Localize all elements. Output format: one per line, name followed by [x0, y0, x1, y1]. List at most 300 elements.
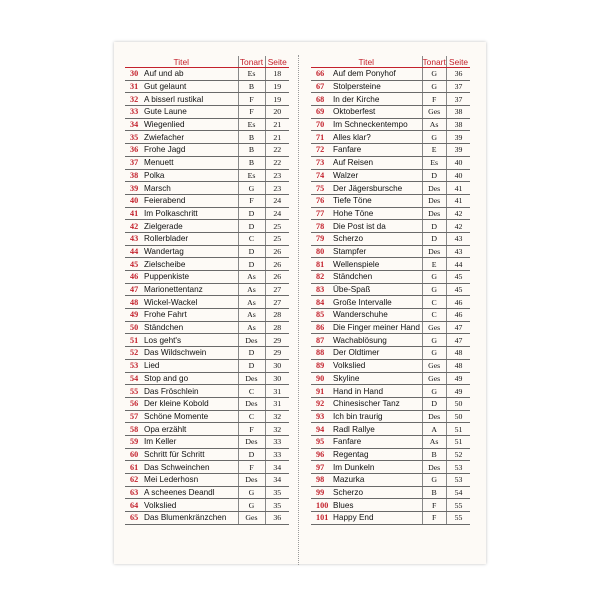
piece-number: 77 — [311, 207, 331, 220]
table-row — [311, 80, 470, 93]
piece-title: Wickel-Wackel — [142, 296, 238, 309]
table-row — [125, 410, 289, 423]
piece-number: 75 — [311, 182, 331, 195]
piece-page: 40 — [446, 169, 470, 182]
piece-title: Frohe Jagd — [142, 144, 238, 157]
table-row — [311, 220, 470, 233]
piece-title: Hand in Hand — [331, 385, 422, 398]
piece-key: As — [422, 435, 446, 448]
table-row — [311, 410, 470, 423]
piece-number: 95 — [311, 435, 331, 448]
table-row — [311, 68, 470, 81]
piece-title: Wachablösung — [331, 334, 422, 347]
piece-title: Volkslied — [142, 499, 238, 512]
table-row — [311, 334, 470, 347]
piece-page: 38 — [446, 118, 470, 131]
piece-key: F — [238, 93, 265, 106]
piece-number: 81 — [311, 258, 331, 271]
piece-title: Tiefe Töne — [331, 194, 422, 207]
piece-number: 64 — [125, 499, 142, 512]
piece-title: Frohe Fahrt — [142, 309, 238, 322]
table-row — [311, 448, 470, 461]
header-title: Titel — [311, 56, 422, 68]
table-row — [125, 309, 289, 322]
piece-key: C — [238, 410, 265, 423]
piece-title: Blues — [331, 499, 422, 512]
piece-key: F — [238, 106, 265, 119]
piece-title: Volkslied — [331, 359, 422, 372]
header-page: Seite — [265, 56, 289, 68]
piece-number: 78 — [311, 220, 331, 233]
piece-title: Der Jägersbursche — [331, 182, 422, 195]
piece-page: 32 — [265, 410, 289, 423]
piece-key: Des — [422, 194, 446, 207]
table-row — [125, 80, 289, 93]
table-row — [125, 512, 289, 525]
piece-title: Im Keller — [142, 435, 238, 448]
piece-key: D — [422, 397, 446, 410]
piece-key: Ges — [422, 106, 446, 119]
piece-title: Oktoberfest — [331, 106, 422, 119]
table-row — [125, 131, 289, 144]
piece-key: Ges — [422, 359, 446, 372]
table-row — [125, 156, 289, 169]
piece-title: In der Kirche — [331, 93, 422, 106]
piece-number: 49 — [125, 309, 142, 322]
piece-page: 37 — [446, 80, 470, 93]
piece-page: 50 — [446, 397, 470, 410]
piece-title: Opa erzählt — [142, 423, 238, 436]
piece-number: 91 — [311, 385, 331, 398]
piece-page: 27 — [265, 296, 289, 309]
piece-number: 48 — [125, 296, 142, 309]
piece-number: 51 — [125, 334, 142, 347]
piece-key: Des — [238, 397, 265, 410]
piece-page: 20 — [265, 106, 289, 119]
piece-number: 80 — [311, 245, 331, 258]
piece-title: Lied — [142, 359, 238, 372]
table-row — [311, 423, 470, 436]
piece-number: 97 — [311, 461, 331, 474]
piece-key: Es — [238, 118, 265, 131]
piece-title: Wandertag — [142, 245, 238, 258]
piece-key: F — [238, 423, 265, 436]
piece-page: 19 — [265, 80, 289, 93]
piece-key: G — [422, 385, 446, 398]
piece-key: Des — [238, 435, 265, 448]
piece-title: Schritt für Schritt — [142, 448, 238, 461]
piece-key: As — [238, 296, 265, 309]
piece-page: 25 — [265, 220, 289, 233]
piece-key: C — [422, 296, 446, 309]
piece-page: 42 — [446, 220, 470, 233]
piece-number: 34 — [125, 118, 142, 131]
piece-title: Die Post ist da — [331, 220, 422, 233]
piece-number: 70 — [311, 118, 331, 131]
piece-key: F — [422, 512, 446, 525]
table-row — [311, 245, 470, 258]
piece-title: Auf dem Ponyhof — [331, 68, 422, 81]
piece-number: 52 — [125, 347, 142, 360]
piece-number: 65 — [125, 512, 142, 525]
piece-number: 57 — [125, 410, 142, 423]
piece-page: 41 — [446, 182, 470, 195]
piece-number: 87 — [311, 334, 331, 347]
piece-page: 46 — [446, 309, 470, 322]
piece-key: Ges — [422, 321, 446, 334]
table-row — [311, 512, 470, 525]
piece-key: E — [422, 144, 446, 157]
piece-title: Stop and go — [142, 372, 238, 385]
piece-key: G — [422, 80, 446, 93]
right-rows — [311, 68, 470, 525]
piece-key: C — [238, 385, 265, 398]
piece-page: 35 — [265, 499, 289, 512]
table-row — [311, 182, 470, 195]
piece-title: Auf Reisen — [331, 156, 422, 169]
piece-page: 34 — [265, 474, 289, 487]
piece-number: 74 — [311, 169, 331, 182]
piece-number: 68 — [311, 93, 331, 106]
piece-title: Walzer — [331, 169, 422, 182]
piece-page: 49 — [446, 372, 470, 385]
table-row — [125, 118, 289, 131]
piece-title: Puppenkiste — [142, 271, 238, 284]
piece-page: 33 — [265, 448, 289, 461]
piece-number: 55 — [125, 385, 142, 398]
piece-page: 55 — [446, 512, 470, 525]
table-row — [311, 131, 470, 144]
table-row — [125, 220, 289, 233]
piece-number: 40 — [125, 194, 142, 207]
piece-page: 30 — [265, 372, 289, 385]
piece-title: Radl Rallye — [331, 423, 422, 436]
piece-title: Wanderschuhe — [331, 309, 422, 322]
table-row — [125, 232, 289, 245]
table-row — [125, 359, 289, 372]
piece-title: Zielscheibe — [142, 258, 238, 271]
piece-page: 54 — [446, 486, 470, 499]
piece-page: 24 — [265, 207, 289, 220]
piece-page: 37 — [446, 93, 470, 106]
piece-key: D — [238, 220, 265, 233]
piece-number: 45 — [125, 258, 142, 271]
piece-title: Gut gelaunt — [142, 80, 238, 93]
piece-title: Mei Lederhosn — [142, 474, 238, 487]
piece-number: 99 — [311, 486, 331, 499]
piece-number: 84 — [311, 296, 331, 309]
piece-title: Stampfer — [331, 245, 422, 258]
piece-number: 66 — [311, 68, 331, 81]
piece-number: 100 — [311, 499, 331, 512]
piece-page: 53 — [446, 474, 470, 487]
piece-number: 37 — [125, 156, 142, 169]
piece-page: 29 — [265, 347, 289, 360]
piece-page: 48 — [446, 347, 470, 360]
piece-key: G — [422, 334, 446, 347]
piece-number: 56 — [125, 397, 142, 410]
piece-number: 42 — [125, 220, 142, 233]
piece-page: 52 — [446, 448, 470, 461]
contents-table-right — [311, 56, 470, 525]
table-row — [311, 435, 470, 448]
piece-page: 44 — [446, 258, 470, 271]
piece-page: 26 — [265, 245, 289, 258]
piece-title: Los geht's — [142, 334, 238, 347]
piece-key: Des — [422, 461, 446, 474]
piece-page: 25 — [265, 232, 289, 245]
piece-number: 90 — [311, 372, 331, 385]
piece-title: Marionettentanz — [142, 283, 238, 296]
piece-key: F — [422, 93, 446, 106]
piece-page: 27 — [265, 283, 289, 296]
piece-title: Mazurka — [331, 474, 422, 487]
table-row — [311, 156, 470, 169]
piece-number: 59 — [125, 435, 142, 448]
piece-page: 31 — [265, 397, 289, 410]
piece-number: 36 — [125, 144, 142, 157]
piece-number: 33 — [125, 106, 142, 119]
table-row — [311, 359, 470, 372]
piece-key: Ges — [238, 512, 265, 525]
piece-key: G — [422, 474, 446, 487]
piece-title: Auf und ab — [142, 68, 238, 81]
table-row — [125, 271, 289, 284]
table-row — [311, 347, 470, 360]
piece-title: Scherzo — [331, 232, 422, 245]
piece-page: 28 — [265, 309, 289, 322]
piece-title: Happy End — [331, 512, 422, 525]
piece-title: Fanfare — [331, 435, 422, 448]
table-row — [125, 207, 289, 220]
table-row — [311, 499, 470, 512]
piece-page: 43 — [446, 245, 470, 258]
piece-title: A scheenes Deandl — [142, 486, 238, 499]
piece-key: D — [238, 245, 265, 258]
piece-page: 36 — [265, 512, 289, 525]
header-title: Titel — [125, 56, 238, 68]
table-row — [125, 334, 289, 347]
table-row — [311, 283, 470, 296]
piece-key: G — [238, 486, 265, 499]
table-row — [125, 245, 289, 258]
piece-title: Polka — [142, 169, 238, 182]
piece-number: 96 — [311, 448, 331, 461]
table-row — [125, 68, 289, 81]
piece-number: 60 — [125, 448, 142, 461]
piece-key: G — [422, 271, 446, 284]
piece-title: Im Schneckentempo — [331, 118, 422, 131]
piece-page: 45 — [446, 271, 470, 284]
table-row — [125, 144, 289, 157]
piece-page: 21 — [265, 131, 289, 144]
table-row — [311, 321, 470, 334]
piece-title: Wiegenlied — [142, 118, 238, 131]
piece-title: Rollerblader — [142, 232, 238, 245]
piece-page: 40 — [446, 156, 470, 169]
table-row — [311, 372, 470, 385]
piece-page: 26 — [265, 258, 289, 271]
piece-key: B — [238, 80, 265, 93]
piece-key: C — [422, 309, 446, 322]
piece-page: 39 — [446, 131, 470, 144]
piece-key: Es — [422, 156, 446, 169]
table-row — [311, 258, 470, 271]
table-row — [311, 118, 470, 131]
table-row — [125, 435, 289, 448]
table-row — [311, 93, 470, 106]
piece-key: D — [238, 359, 265, 372]
piece-title: Ich bin traurig — [331, 410, 422, 423]
table-row — [125, 182, 289, 195]
piece-number: 69 — [311, 106, 331, 119]
piece-title: Im Polkaschritt — [142, 207, 238, 220]
piece-page: 41 — [446, 194, 470, 207]
piece-number: 86 — [311, 321, 331, 334]
column-divider — [298, 55, 299, 565]
piece-number: 76 — [311, 194, 331, 207]
piece-key: B — [238, 131, 265, 144]
piece-key: Des — [422, 410, 446, 423]
table-row — [125, 486, 289, 499]
table-row — [311, 106, 470, 119]
piece-title: Scherzo — [331, 486, 422, 499]
piece-title: Alles klar? — [331, 131, 422, 144]
piece-title: A bisserl rustikal — [142, 93, 238, 106]
table-row — [311, 309, 470, 322]
piece-key: G — [422, 347, 446, 360]
piece-key: A — [422, 423, 446, 436]
piece-title: Das Blumenkränzchen — [142, 512, 238, 525]
piece-number: 61 — [125, 461, 142, 474]
piece-title: Regentag — [331, 448, 422, 461]
piece-key: D — [238, 347, 265, 360]
table-row — [125, 296, 289, 309]
piece-number: 38 — [125, 169, 142, 182]
piece-number: 32 — [125, 93, 142, 106]
table-row — [311, 397, 470, 410]
piece-page: 47 — [446, 334, 470, 347]
table-row — [311, 194, 470, 207]
piece-key: G — [238, 499, 265, 512]
piece-number: 72 — [311, 144, 331, 157]
piece-key: As — [422, 118, 446, 131]
table-row — [311, 232, 470, 245]
table-row — [311, 296, 470, 309]
piece-key: B — [422, 486, 446, 499]
piece-page: 42 — [446, 207, 470, 220]
piece-title: Fanfare — [331, 144, 422, 157]
piece-number: 71 — [311, 131, 331, 144]
piece-page: 49 — [446, 385, 470, 398]
piece-title: Gute Laune — [142, 106, 238, 119]
contents-table-left — [125, 56, 289, 525]
piece-page: 55 — [446, 499, 470, 512]
piece-page: 45 — [446, 283, 470, 296]
table-row — [125, 448, 289, 461]
piece-key: G — [422, 283, 446, 296]
table-row — [125, 258, 289, 271]
piece-page: 24 — [265, 194, 289, 207]
piece-key: Es — [238, 68, 265, 81]
piece-key: F — [238, 194, 265, 207]
piece-title: Zielgerade — [142, 220, 238, 233]
piece-title: Marsch — [142, 182, 238, 195]
piece-key: Es — [238, 169, 265, 182]
piece-number: 54 — [125, 372, 142, 385]
piece-page: 43 — [446, 232, 470, 245]
piece-number: 79 — [311, 232, 331, 245]
piece-title: Feierabend — [142, 194, 238, 207]
piece-number: 63 — [125, 486, 142, 499]
piece-title: Das Fröschlein — [142, 385, 238, 398]
piece-page: 51 — [446, 423, 470, 436]
piece-number: 62 — [125, 474, 142, 487]
piece-number: 83 — [311, 283, 331, 296]
piece-title: Große Intervalle — [331, 296, 422, 309]
piece-number: 31 — [125, 80, 142, 93]
table-row — [125, 474, 289, 487]
piece-number: 47 — [125, 283, 142, 296]
piece-key: D — [238, 258, 265, 271]
piece-number: 93 — [311, 410, 331, 423]
table-row — [125, 283, 289, 296]
piece-title: Im Dunkeln — [331, 461, 422, 474]
piece-page: 51 — [446, 435, 470, 448]
table-row — [311, 271, 470, 284]
piece-number: 39 — [125, 182, 142, 195]
piece-page: 21 — [265, 118, 289, 131]
piece-page: 18 — [265, 68, 289, 81]
piece-page: 31 — [265, 385, 289, 398]
piece-key: Des — [238, 474, 265, 487]
piece-page: 33 — [265, 435, 289, 448]
piece-key: D — [422, 220, 446, 233]
piece-page: 34 — [265, 461, 289, 474]
piece-title: Ständchen — [331, 271, 422, 284]
piece-key: G — [422, 131, 446, 144]
piece-key: Des — [422, 182, 446, 195]
piece-key: As — [238, 321, 265, 334]
piece-key: F — [238, 461, 265, 474]
piece-number: 44 — [125, 245, 142, 258]
piece-title: Die Finger meiner Hand — [331, 321, 422, 334]
piece-title: Das Schweinchen — [142, 461, 238, 474]
piece-page: 36 — [446, 68, 470, 81]
piece-number: 73 — [311, 156, 331, 169]
piece-title: Hohe Töne — [331, 207, 422, 220]
table-row — [125, 194, 289, 207]
piece-title: Zwiefacher — [142, 131, 238, 144]
table-row — [125, 397, 289, 410]
piece-key: D — [422, 169, 446, 182]
piece-key: B — [422, 448, 446, 461]
piece-number: 67 — [311, 80, 331, 93]
table-row — [125, 169, 289, 182]
table-row — [311, 207, 470, 220]
header-key: Tonart — [422, 56, 446, 67]
piece-page: 19 — [265, 93, 289, 106]
piece-number: 101 — [311, 512, 331, 525]
piece-key: B — [238, 156, 265, 169]
piece-page: 30 — [265, 359, 289, 372]
piece-number: 92 — [311, 397, 331, 410]
piece-page: 39 — [446, 144, 470, 157]
table-row — [311, 461, 470, 474]
piece-page: 23 — [265, 182, 289, 195]
header-key: Tonart — [239, 56, 264, 67]
piece-number: 58 — [125, 423, 142, 436]
